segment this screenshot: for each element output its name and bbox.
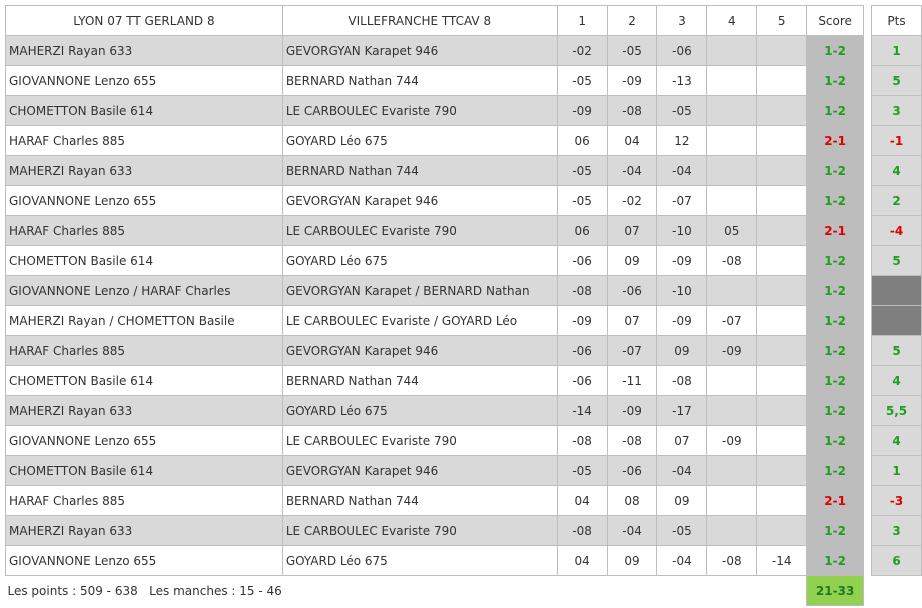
set-score-2: 04 [607, 126, 657, 156]
game-score: 1-2 [807, 66, 864, 96]
set-score-2: 08 [607, 486, 657, 516]
header-pts: Pts [872, 6, 922, 36]
table-row [6, 36, 922, 66]
home-player: GIOVANNONE Lenzo 655 [6, 66, 283, 96]
column-gap [864, 186, 872, 216]
table-row [6, 156, 922, 186]
set-score-4 [707, 96, 757, 126]
set-score-1: 04 [557, 546, 607, 576]
home-player: HARAF Charles 885 [6, 486, 283, 516]
column-gap [864, 36, 872, 66]
set-score-4 [707, 366, 757, 396]
set-score-3: -04 [657, 456, 707, 486]
home-player: MAHERZI Rayan 633 [6, 36, 283, 66]
game-score: 1-2 [807, 546, 864, 576]
away-player: GOYARD Léo 675 [282, 396, 557, 426]
column-gap [864, 576, 872, 606]
table-row [6, 306, 922, 336]
header-score: Score [807, 6, 864, 36]
match-total-score: 21-33 [807, 576, 864, 606]
set-score-1: -08 [557, 426, 607, 456]
set-score-2: -04 [607, 516, 657, 546]
home-player: GIOVANNONE Lenzo / HARAF Charles [6, 276, 283, 306]
header-set-1: 1 [557, 6, 607, 36]
set-score-1: -06 [557, 336, 607, 366]
away-player: LE CARBOULEC Evariste / GOYARD Léo [282, 306, 557, 336]
set-score-5 [757, 36, 807, 66]
set-score-5 [757, 96, 807, 126]
home-player: GIOVANNONE Lenzo 655 [6, 546, 283, 576]
game-score: 1-2 [807, 516, 864, 546]
away-player: BERNARD Nathan 744 [282, 366, 557, 396]
column-gap [864, 126, 872, 156]
column-gap [864, 156, 872, 186]
header-row [6, 6, 922, 36]
set-score-5 [757, 366, 807, 396]
table-row [6, 516, 922, 546]
table-row [6, 426, 922, 456]
away-player: LE CARBOULEC Evariste 790 [282, 516, 557, 546]
set-score-3: 09 [657, 486, 707, 516]
set-score-3: 12 [657, 126, 707, 156]
home-player: MAHERZI Rayan 633 [6, 396, 283, 426]
points-cell: 4 [872, 156, 922, 186]
header-set-2: 2 [607, 6, 657, 36]
set-score-2: 07 [607, 306, 657, 336]
set-score-4 [707, 36, 757, 66]
game-score: 2-1 [807, 126, 864, 156]
set-score-3: -05 [657, 516, 707, 546]
set-score-5 [757, 276, 807, 306]
home-player: MAHERZI Rayan 633 [6, 516, 283, 546]
away-player: BERNARD Nathan 744 [282, 66, 557, 96]
set-score-5 [757, 216, 807, 246]
set-score-3: -09 [657, 246, 707, 276]
points-cell: 2 [872, 186, 922, 216]
set-score-3: 09 [657, 336, 707, 366]
set-score-4 [707, 156, 757, 186]
set-score-2: -06 [607, 456, 657, 486]
points-cell: 5,5 [872, 396, 922, 426]
points-cell: 5 [872, 336, 922, 366]
table-row [6, 186, 922, 216]
set-score-3: 07 [657, 426, 707, 456]
set-score-1: 06 [557, 126, 607, 156]
game-score: 1-2 [807, 396, 864, 426]
game-score: 1-2 [807, 276, 864, 306]
points-cell: 6 [872, 546, 922, 576]
column-gap [864, 516, 872, 546]
set-score-4 [707, 126, 757, 156]
footer-row [6, 576, 922, 606]
game-score: 2-1 [807, 486, 864, 516]
game-score: 1-2 [807, 246, 864, 276]
column-gap [864, 426, 872, 456]
away-player: GEVORGYAN Karapet / BERNARD Nathan [282, 276, 557, 306]
points-cell: 5 [872, 66, 922, 96]
set-score-5 [757, 456, 807, 486]
table-row [6, 486, 922, 516]
set-score-1: -14 [557, 396, 607, 426]
set-score-1: -06 [557, 366, 607, 396]
points-cell: -3 [872, 486, 922, 516]
set-score-1: -06 [557, 246, 607, 276]
points-cell: 5 [872, 246, 922, 276]
set-score-1: -09 [557, 96, 607, 126]
column-gap [864, 246, 872, 276]
header-team-home: LYON 07 TT GERLAND 8 [6, 6, 283, 36]
set-score-4 [707, 276, 757, 306]
game-score: 1-2 [807, 186, 864, 216]
set-score-2: 07 [607, 216, 657, 246]
set-score-2: -08 [607, 96, 657, 126]
set-score-1: 04 [557, 486, 607, 516]
set-score-5 [757, 306, 807, 336]
set-score-2: -08 [607, 426, 657, 456]
column-gap [864, 456, 872, 486]
set-score-5 [757, 486, 807, 516]
set-score-4 [707, 186, 757, 216]
set-score-5: -14 [757, 546, 807, 576]
game-score: 1-2 [807, 456, 864, 486]
header-set-4: 4 [707, 6, 757, 36]
set-score-4: 05 [707, 216, 757, 246]
table-row [6, 66, 922, 96]
match-summary: Les points : 509 - 638 Les manches : 15 - 46 [7, 583, 282, 598]
home-player: HARAF Charles 885 [6, 126, 283, 156]
points-cell [872, 276, 922, 306]
away-player: GEVORGYAN Karapet 946 [282, 186, 557, 216]
column-gap [864, 486, 872, 516]
set-score-4: -09 [707, 426, 757, 456]
table-row [6, 336, 922, 366]
set-score-4 [707, 486, 757, 516]
column-gap [864, 6, 872, 36]
set-score-2: -06 [607, 276, 657, 306]
column-gap [864, 396, 872, 426]
set-score-4: -08 [707, 246, 757, 276]
points-cell: 3 [872, 516, 922, 546]
set-score-4 [707, 516, 757, 546]
column-gap [864, 306, 872, 336]
header-team-away: VILLEFRANCHE TTCAV 8 [282, 6, 557, 36]
home-player: CHOMETTON Basile 614 [6, 96, 283, 126]
table-row [6, 126, 922, 156]
points-cell: 1 [872, 36, 922, 66]
game-score: 1-2 [807, 156, 864, 186]
match-table [5, 5, 922, 606]
set-score-2: -11 [607, 366, 657, 396]
table-row [6, 96, 922, 126]
set-score-2: -07 [607, 336, 657, 366]
set-score-2: -09 [607, 66, 657, 96]
home-player: MAHERZI Rayan / CHOMETTON Basile [6, 306, 283, 336]
set-score-1: -08 [557, 516, 607, 546]
set-score-5 [757, 396, 807, 426]
set-score-1: -05 [557, 186, 607, 216]
header-set-5: 5 [757, 6, 807, 36]
set-score-4 [707, 66, 757, 96]
game-score: 1-2 [807, 336, 864, 366]
set-score-1: -02 [557, 36, 607, 66]
column-gap [864, 276, 872, 306]
set-score-2: -09 [607, 396, 657, 426]
home-player: CHOMETTON Basile 614 [6, 366, 283, 396]
column-gap [864, 336, 872, 366]
table-row [6, 276, 922, 306]
column-gap [864, 216, 872, 246]
set-score-5 [757, 246, 807, 276]
set-score-3: -10 [657, 276, 707, 306]
points-cell: 1 [872, 456, 922, 486]
away-player: LE CARBOULEC Evariste 790 [282, 426, 557, 456]
set-score-3: -10 [657, 216, 707, 246]
column-gap [864, 66, 872, 96]
set-score-2: -02 [607, 186, 657, 216]
points-cell [872, 306, 922, 336]
set-score-5 [757, 336, 807, 366]
home-player: HARAF Charles 885 [6, 336, 283, 366]
points-cell: -4 [872, 216, 922, 246]
home-player: GIOVANNONE Lenzo 655 [6, 186, 283, 216]
set-score-2: -04 [607, 156, 657, 186]
table-row [6, 246, 922, 276]
game-score: 1-2 [807, 36, 864, 66]
column-gap [864, 546, 872, 576]
game-score: 1-2 [807, 366, 864, 396]
table-row [6, 366, 922, 396]
set-score-5 [757, 426, 807, 456]
set-score-4: -09 [707, 336, 757, 366]
set-score-4: -08 [707, 546, 757, 576]
away-player: GEVORGYAN Karapet 946 [282, 36, 557, 66]
home-player: HARAF Charles 885 [6, 216, 283, 246]
set-score-3: -04 [657, 546, 707, 576]
footer-empty [872, 576, 922, 606]
set-score-2: 09 [607, 546, 657, 576]
away-player: BERNARD Nathan 744 [282, 156, 557, 186]
set-score-2: 09 [607, 246, 657, 276]
table-row [6, 396, 922, 426]
set-score-4: -07 [707, 306, 757, 336]
table-row [6, 456, 922, 486]
away-player: BERNARD Nathan 744 [282, 486, 557, 516]
set-score-1: -09 [557, 306, 607, 336]
away-player: GEVORGYAN Karapet 946 [282, 336, 557, 366]
home-player: GIOVANNONE Lenzo 655 [6, 426, 283, 456]
set-score-1: -05 [557, 156, 607, 186]
set-score-3: -04 [657, 156, 707, 186]
column-gap [864, 366, 872, 396]
game-score: 2-1 [807, 216, 864, 246]
points-cell: -1 [872, 126, 922, 156]
home-player: CHOMETTON Basile 614 [6, 456, 283, 486]
set-score-5 [757, 156, 807, 186]
set-score-1: -05 [557, 456, 607, 486]
game-score: 1-2 [807, 426, 864, 456]
points-cell: 3 [872, 96, 922, 126]
home-player: CHOMETTON Basile 614 [6, 246, 283, 276]
set-score-3: -17 [657, 396, 707, 426]
set-score-2: -05 [607, 36, 657, 66]
column-gap [864, 96, 872, 126]
away-player: GEVORGYAN Karapet 946 [282, 456, 557, 486]
home-player: MAHERZI Rayan 633 [6, 156, 283, 186]
set-score-3: -13 [657, 66, 707, 96]
away-player: GOYARD Léo 675 [282, 126, 557, 156]
game-score: 1-2 [807, 306, 864, 336]
set-score-3: -09 [657, 306, 707, 336]
away-player: LE CARBOULEC Evariste 790 [282, 96, 557, 126]
match-sheet [5, 5, 922, 606]
set-score-1: 06 [557, 216, 607, 246]
set-score-5 [757, 126, 807, 156]
table-row [6, 216, 922, 246]
set-score-3: -08 [657, 366, 707, 396]
points-cell: 4 [872, 426, 922, 456]
away-player: GOYARD Léo 675 [282, 546, 557, 576]
set-score-5 [757, 66, 807, 96]
header-set-3: 3 [657, 6, 707, 36]
set-score-3: -07 [657, 186, 707, 216]
game-score: 1-2 [807, 96, 864, 126]
set-score-4 [707, 456, 757, 486]
table-row [6, 546, 922, 576]
set-score-3: -05 [657, 96, 707, 126]
set-score-4 [707, 396, 757, 426]
away-player: GOYARD Léo 675 [282, 246, 557, 276]
set-score-5 [757, 186, 807, 216]
set-score-1: -05 [557, 66, 607, 96]
away-player: LE CARBOULEC Evariste 790 [282, 216, 557, 246]
set-score-5 [757, 516, 807, 546]
points-cell: 4 [872, 366, 922, 396]
set-score-3: -06 [657, 36, 707, 66]
set-score-1: -08 [557, 276, 607, 306]
